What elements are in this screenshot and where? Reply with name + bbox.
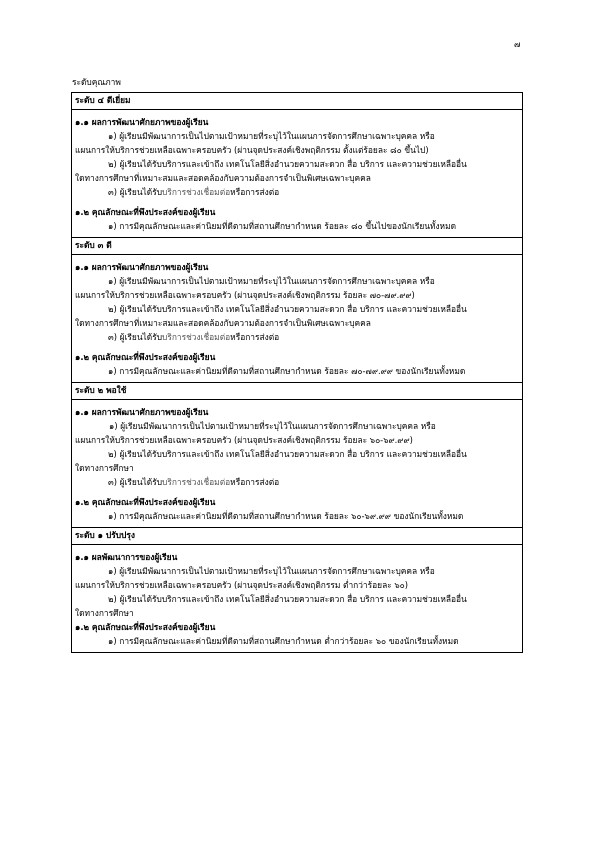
level-header: ระดับ ๓ ดี	[72, 238, 522, 255]
quality-levels-table	[71, 92, 523, 653]
criterion-line: ๑) ผู้เรียนมีพัฒนาการเป็นไปตามเป้าหมายที่ระบุไว้ในแผนการจัดการศึกษาเฉพาะบุคคล หรือ	[109, 421, 436, 431]
level-body	[72, 400, 522, 527]
criterion-text: ๓) ผู้เรียนได้รับ	[108, 477, 163, 487]
section-heading: ๑.๑ ผลการพัฒนาศักยภาพของผู้เรียน	[75, 117, 209, 127]
level-block-2	[71, 383, 523, 528]
level-body	[72, 545, 522, 652]
section-heading: ๑.๒ คุณลักษณะที่พึงประสงค์ของผู้เรียน	[75, 622, 216, 632]
criterion-text: หรือการส่งต่อ	[230, 332, 280, 342]
section-heading: ๑.๒ คุณลักษณะที่พึงประสงค์ของผู้เรียน	[75, 352, 216, 362]
criterion-line: ๒) ผู้เรียนได้รับบริการและเข้าถึง เทคโนโลยีสิ่งอำนวยความสะดวก สื่อ บริการ และความช่วยเหลืออื่น	[108, 594, 467, 604]
section-heading: ๑.๑ ผลการพัฒนาศักยภาพของผู้เรียน	[75, 262, 209, 272]
level-block-3	[71, 238, 523, 383]
criterion-line: ๑) ผู้เรียนมีพัฒนาการเป็นไปตามเป้าหมายที่ระบุไว้ในแผนการจัดการศึกษาเฉพาะบุคคล หรือ	[108, 131, 435, 141]
page-number: ๗	[514, 40, 521, 50]
criterion-line: ใดทางการศึกษาที่เหมาะสมและสอดคล้องกับความต้องการจำเป็นพิเศษเฉพาะบุคคล	[75, 318, 371, 328]
level-block-1	[71, 528, 523, 653]
criterion-line: ๒) ผู้เรียนได้รับบริการและเข้าถึง เทคโนโลยีสิ่งอำนวยความสะดวก สื่อ บริการ และความช่วยเหลืออื่น	[108, 449, 467, 459]
transition-service-text: บริการช่วงเชื่อมต่อ	[162, 477, 231, 487]
level-body	[72, 110, 522, 237]
level-header: ระดับ ๒ พอใช้	[72, 383, 522, 400]
criterion-line: แผนการให้บริการช่วยเหลือเฉพาะครอบครัว (ผ่านจุดประสงค์เชิงพฤติกรรม ต่ำกว่าร้อยละ ๖๐)	[75, 580, 409, 590]
criterion-line: ๒) ผู้เรียนได้รับบริการและเข้าถึง เทคโนโลยีสิ่งอำนวยความสะดวก สื่อ บริการ และความช่วยเหลืออื่น	[108, 304, 467, 314]
criterion-text: ๓) ผู้เรียนได้รับ	[108, 332, 163, 342]
criterion-line: ใดทางการศึกษาที่เหมาะสมและสอดคล้องกับความต้องการจำเป็นพิเศษเฉพาะบุคคล	[75, 173, 371, 183]
section-heading: ๑.๒ คุณลักษณะที่พึงประสงค์ของผู้เรียน	[75, 497, 216, 507]
section-heading: ๑.๑ ผลพัฒนาการของผู้เรียน	[75, 552, 178, 562]
criterion-line: แผนการให้บริการช่วยเหลือเฉพาะครอบครัว (ผ่านจุดประสงค์เชิงพฤติกรรม ร้อยละ ๖๐-๖๙.๙๙)	[75, 435, 413, 445]
criterion-line: ๑) การมีคุณลักษณะและค่านิยมที่ดีตามที่สถานศึกษากำหนด ต่ำกว่าร้อยละ ๖๐ ของนักเรียนทั้งหมด	[108, 636, 459, 646]
criterion-line: ๑) การมีคุณลักษณะและค่านิยมที่ดีตามที่สถานศึกษากำหนด ร้อยละ ๘๐ ขึ้นไปของนักเรียนทั้งหมด	[108, 221, 457, 231]
criterion-line: ๑) ผู้เรียนมีพัฒนาการเป็นไปตามเป้าหมายที่ระบุไว้ในแผนการจัดการศึกษาเฉพาะบุคคล หรือ	[108, 566, 435, 576]
section-heading: ๑.๑ ผลการพัฒนาศักยภาพของผู้เรียน	[75, 407, 209, 417]
criterion-line: ใดทางการศึกษา	[75, 608, 134, 618]
page-title: ระดับคุณภาพ	[72, 77, 121, 87]
level-header: ระดับ ๑ ปรับปรุง	[72, 528, 522, 545]
criterion-text: หรือการส่งต่อ	[230, 187, 280, 197]
level-header: ระดับ ๔ ดีเยี่ยม	[72, 93, 522, 110]
criterion-line	[75, 330, 519, 344]
criterion-line: ๒) ผู้เรียนได้รับบริการและเข้าถึง เทคโนโลยีสิ่งอำนวยความสะดวก สื่อ บริการ และความช่วยเหลืออื่น	[108, 159, 467, 169]
criterion-line: ใดทางการศึกษา	[75, 463, 134, 473]
criterion-line	[75, 185, 519, 199]
criterion-text: หรือการส่งต่อ	[230, 477, 280, 487]
transition-service-text: บริการช่วงเชื่อมต่อ	[162, 332, 231, 342]
transition-service-text: บริการช่วงเชื่อมต่อ	[162, 187, 231, 197]
criterion-line: แผนการให้บริการช่วยเหลือเฉพาะครอบครัว (ผ่านจุดประสงค์เชิงพฤติกรรม ร้อยละ ๗๐-๗๙.๙๙)	[75, 290, 415, 300]
criterion-line: ๑) การมีคุณลักษณะและค่านิยมที่ดีตามที่สถานศึกษากำหนด ร้อยละ ๖๐-๖๙.๙๙ ของนักเรียนทั้งหมด	[108, 511, 464, 521]
criterion-text: ๓) ผู้เรียนได้รับ	[108, 187, 163, 197]
level-body	[72, 255, 522, 382]
criterion-line: ๑) ผู้เรียนมีพัฒนาการเป็นไปตามเป้าหมายที่ระบุไว้ในแผนการจัดการศึกษาเฉพาะบุคคล หรือ	[108, 276, 435, 286]
level-block-4	[71, 92, 523, 238]
section-heading: ๑.๒ คุณลักษณะที่พึงประสงค์ของผู้เรียน	[75, 207, 216, 217]
criterion-line	[75, 475, 519, 489]
criterion-line: แผนการให้บริการช่วยเหลือเฉพาะครอบครัว (ผ่านจุดประสงค์เชิงพฤติกรรม ตั้งแต่ร้อยละ ๘๐ ขึ้นไป)	[75, 145, 429, 155]
criterion-line: ๑) การมีคุณลักษณะและค่านิยมที่ดีตามที่สถานศึกษากำหนด ร้อยละ ๗๐-๗๙.๙๙ ของนักเรียนทั้งหมด	[108, 366, 466, 376]
